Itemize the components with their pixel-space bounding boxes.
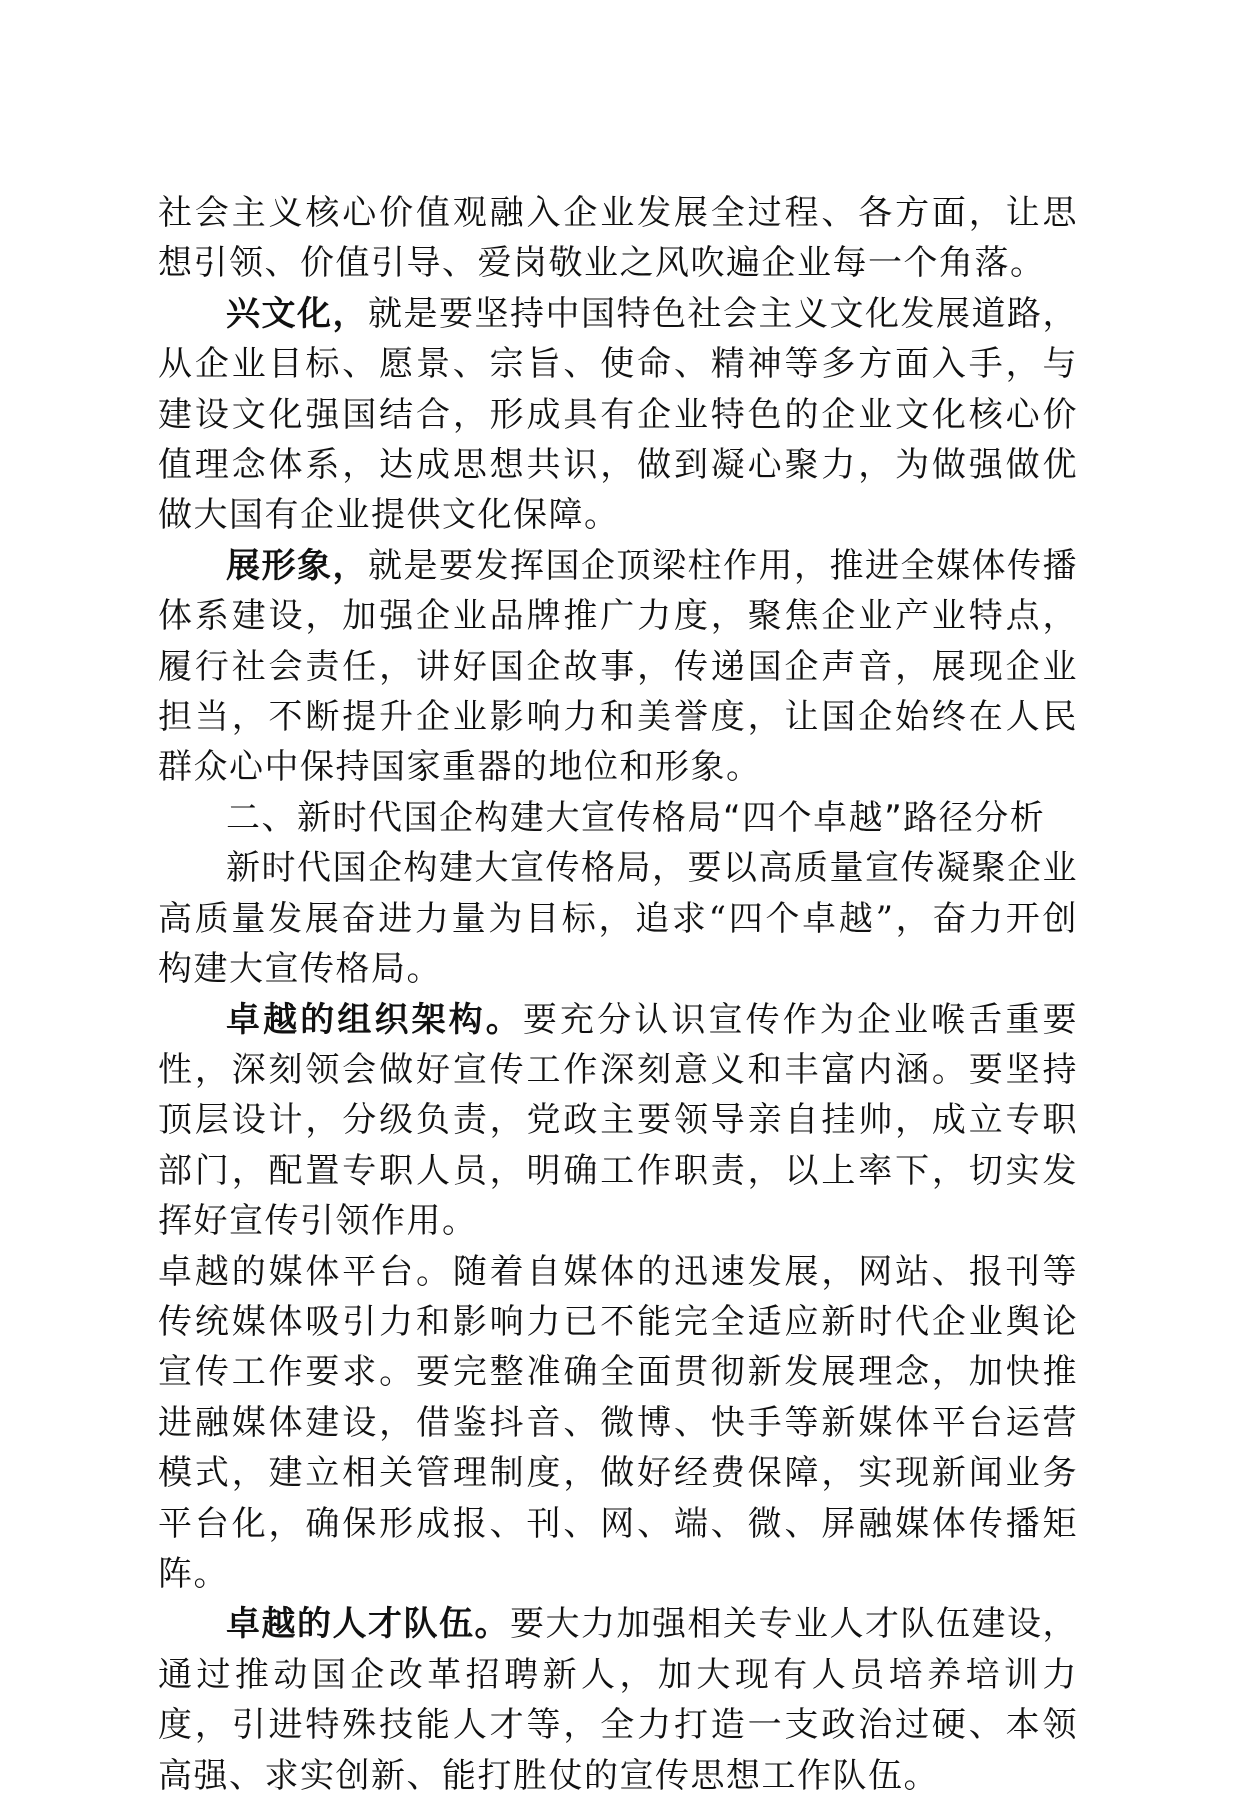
paragraph-lead: 展形象， [226, 545, 368, 586]
paragraph-text: 新时代国企构建大宣传格局，要以高质量宣传凝聚企业高质量发展奋进力量为目标，追求“四个卓越”，奋力开创构建大宣传格局。 [158, 848, 1078, 990]
paragraph-xing-wenhua [158, 289, 1078, 541]
paragraph-lead: 兴文化， [226, 293, 368, 334]
paragraph-talent-team [158, 1599, 1078, 1801]
paragraph-continuation [158, 188, 1078, 289]
paragraph-media-platform [158, 1247, 1078, 1600]
paragraph-zhan-xingxiang [158, 541, 1078, 793]
paragraph-text: 卓越的媒体平台。随着自媒体的迅速发展，网站、报刊等传统媒体吸引力和影响力已不能完全适应新时代企业舆论宣传工作要求。要完整准确全面贯彻新发展理念，加快推进融媒体建设，借鉴抖音、微博、快手等新媒体平台运营模式，建立相关管理制度，做好经费保障，实现新闻业务平台化，确保形成报、刊、网、端、微、屏融媒体传播矩阵。 [158, 1251, 1078, 1594]
paragraph-section-intro [158, 843, 1078, 994]
paragraph-text: 就是要坚持中国特色社会主义文化发展道路，从企业目标、愿景、宗旨、使命、精神等多方面入手，与建设文化强国结合，形成具有企业特色的企业文化核心价值理念体系，达成思想共识，做到凝心聚力，为做强做优做大国有企业提供文化保障。 [158, 293, 1078, 536]
paragraph-organization [158, 995, 1078, 1247]
paragraph-lead: 卓越的人才队伍。 [226, 1604, 510, 1645]
paragraph-lead: 卓越的组织架构。 [226, 999, 523, 1040]
section-heading [158, 793, 1078, 843]
document-body [158, 188, 1078, 1801]
paragraph-text: 要大力加强相关专业人才队伍建设，通过推动国企改革招聘新人，加大现有人员培养培训力度，引进特殊技能人才等，全力打造一支政治过硬、本领高强、求实创新、能打胜仗的宣传思想工作队伍。 [158, 1604, 1078, 1796]
paragraph-text: 要充分认识宣传作为企业喉舌重要性，深刻领会做好宣传工作深刻意义和丰富内涵。要坚持顶层设计，分级负责，党政主要领导亲自挂帅，成立专职部门，配置专职人员，明确工作职责，以上率下，切实发挥好宣传引领作用。 [158, 999, 1079, 1242]
section-heading-text: 二、新时代国企构建大宣传格局“四个卓越”路径分析 [226, 797, 1046, 838]
paragraph-text: 社会主义核心价值观融入企业发展全过程、各方面，让思想引领、价值引导、爱岗敬业之风吹遍企业每一个角落。 [158, 193, 1078, 284]
paragraph-text: 就是要发挥国企顶梁柱作用，推进全媒体传播体系建设，加强企业品牌推广力度，聚焦企业产业特点，履行社会责任，讲好国企故事，传递国企声音，展现企业担当，不断提升企业影响力和美誉度，让国企始终在人民群众心中保持国家重器的地位和形象。 [158, 545, 1078, 788]
